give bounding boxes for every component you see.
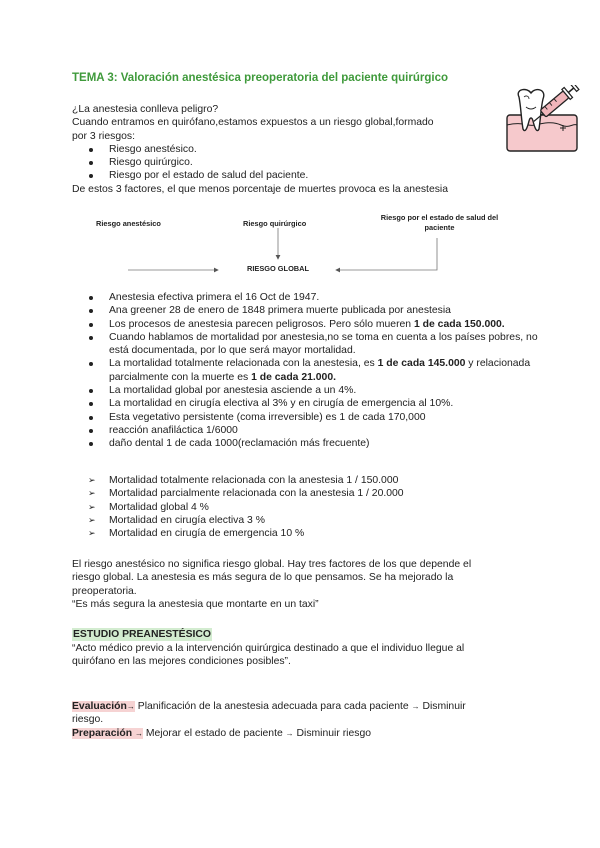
- list-item: Esta vegetativo persistente (coma irreversible) es 1 de cada 170,000: [72, 411, 542, 424]
- paragraph-quote: “Es más segura la anestesia que montarte en un taxi”: [72, 598, 319, 610]
- page-title: TEMA 3: Valoración anestésica preoperatoria del paciente quirúrgico: [72, 72, 448, 84]
- bullet-arrow-icon: ➢: [88, 514, 96, 525]
- diagram-label-surgical: Riesgo quirúrgico: [243, 219, 307, 228]
- tooth-syringe-illustration: [505, 85, 580, 153]
- bullet-arrow-icon: ➢: [88, 528, 96, 539]
- arrow-icon: →: [134, 728, 143, 738]
- diagram-label-anesthetic: Riesgo anestésico: [96, 219, 161, 228]
- list-item: reacción anafiláctica 1/6000: [72, 424, 542, 437]
- list-item: Riesgo por el estado de salud del paciente.: [72, 169, 482, 182]
- bullet-arrow-icon: ➢: [88, 501, 96, 512]
- risk-list: [72, 143, 482, 183]
- definition-preparacion: Preparación → Mejorar el estado de paciente → Disminuir riesgo: [72, 727, 371, 739]
- list-item: La mortalidad en cirugía electiva al 3% y en cirugía de emergencia al 10%.: [72, 397, 542, 410]
- diagram-label-patient-line2: paciente: [424, 223, 455, 232]
- arrow-icon: →: [126, 702, 135, 711]
- list-item: Riesgo quirúrgico.: [72, 156, 482, 169]
- paragraph-line: El riesgo anestésico no significa riesgo global. Hay tres factores de los que depende el: [72, 559, 472, 570]
- paragraph-line: riesgo global. La anestesia es más segura de lo que pensamos. Se ha mejorado la: [72, 572, 454, 584]
- list-item: Ana greener 28 de enero de 1848 primera muerte publicada por anestesia: [72, 304, 542, 317]
- summary-section: [72, 474, 542, 540]
- intro-conclusion: De estos 3 factores, el que menos porcentaje de muertes provoca es la anestesia: [72, 183, 449, 195]
- facts-section: [72, 291, 542, 451]
- section-heading-estudio: ESTUDIO PREANESTÉSICO: [73, 629, 211, 640]
- summary-list: [72, 474, 542, 540]
- arrow-icon: →: [285, 728, 294, 738]
- list-item: daño dental 1 de cada 1000(reclamación más frecuente): [72, 437, 542, 450]
- list-item: ➢ Mortalidad global 4 %: [88, 501, 209, 513]
- list-item: La mortalidad totalmente relacionada con la anestesia, es 1 de cada 145.000 y relacionada parcialmente con la muerte es 1 de cada 21.000.: [72, 357, 542, 384]
- definition-evaluacion: Evaluación→ Planificación de la anestesia adecuada para cada paciente → Disminuir: [72, 701, 466, 712]
- definitions-section: [72, 700, 512, 740]
- diagram-center-label: RIESGO GLOBAL: [247, 264, 310, 273]
- facts-list: [72, 291, 542, 451]
- list-item: Anestesia efectiva primera el 16 Oct de 1947.: [72, 291, 542, 304]
- list-item: Riesgo anestésico.: [72, 143, 482, 156]
- list-item: ➢ Mortalidad en cirugía de emergencia 10 %: [88, 528, 305, 540]
- list-item: ➢ Mortalidad totalmente relacionada con la anestesia 1 / 150.000: [88, 475, 399, 486]
- arrow-right: [336, 238, 437, 270]
- list-item: La mortalidad global por anestesia asciende a un 4%.: [72, 384, 542, 397]
- intro-question: ¿La anestesia conlleva peligro?: [72, 104, 219, 115]
- risk-diagram: [0, 210, 600, 280]
- list-item: ➢ Mortalidad en cirugía electiva 3 %: [88, 514, 265, 526]
- diagram-arrows: [0, 210, 600, 280]
- paragraph-line: preoperatoria.: [72, 585, 137, 597]
- label-preparacion: Preparación →: [72, 727, 143, 739]
- bullet-arrow-icon: ➢: [88, 488, 96, 499]
- definition-evaluacion-line2: riesgo.: [72, 714, 104, 726]
- gum-shape: [507, 115, 577, 151]
- list-item: ➢ Mortalidad parcialmente relacionada con la anestesia 1 / 20.000: [88, 488, 404, 500]
- intro-section: [72, 103, 482, 196]
- intro-line-2: por 3 riesgos:: [72, 130, 135, 142]
- diagram-label-patient-line1: Riesgo por el estado de salud del: [380, 213, 499, 222]
- list-item: Cuando hablamos de mortalidad por anestesia,no se toma en cuenta a los países pobres, no está documentada, por lo que será mayor mortalidad.: [72, 331, 542, 358]
- arrow-icon: →: [411, 702, 420, 711]
- risk-paragraph: [72, 558, 492, 611]
- label-evaluacion: Evaluación→: [72, 701, 135, 712]
- list-item: Los procesos de anestesia parecen peligrosos. Pero sólo mueren 1 de cada 150.000.: [72, 318, 542, 331]
- intro-line-1: Cuando entramos en quirófano,estamos expuestos a un riesgo global,formado: [72, 117, 434, 129]
- bullet-arrow-icon: ➢: [88, 475, 96, 485]
- estudio-definition: “Acto médico previo a la intervención quirúrgica destinado a que el individuo llegue al quirófano en las mejores condiciones posibles”.: [72, 643, 465, 668]
